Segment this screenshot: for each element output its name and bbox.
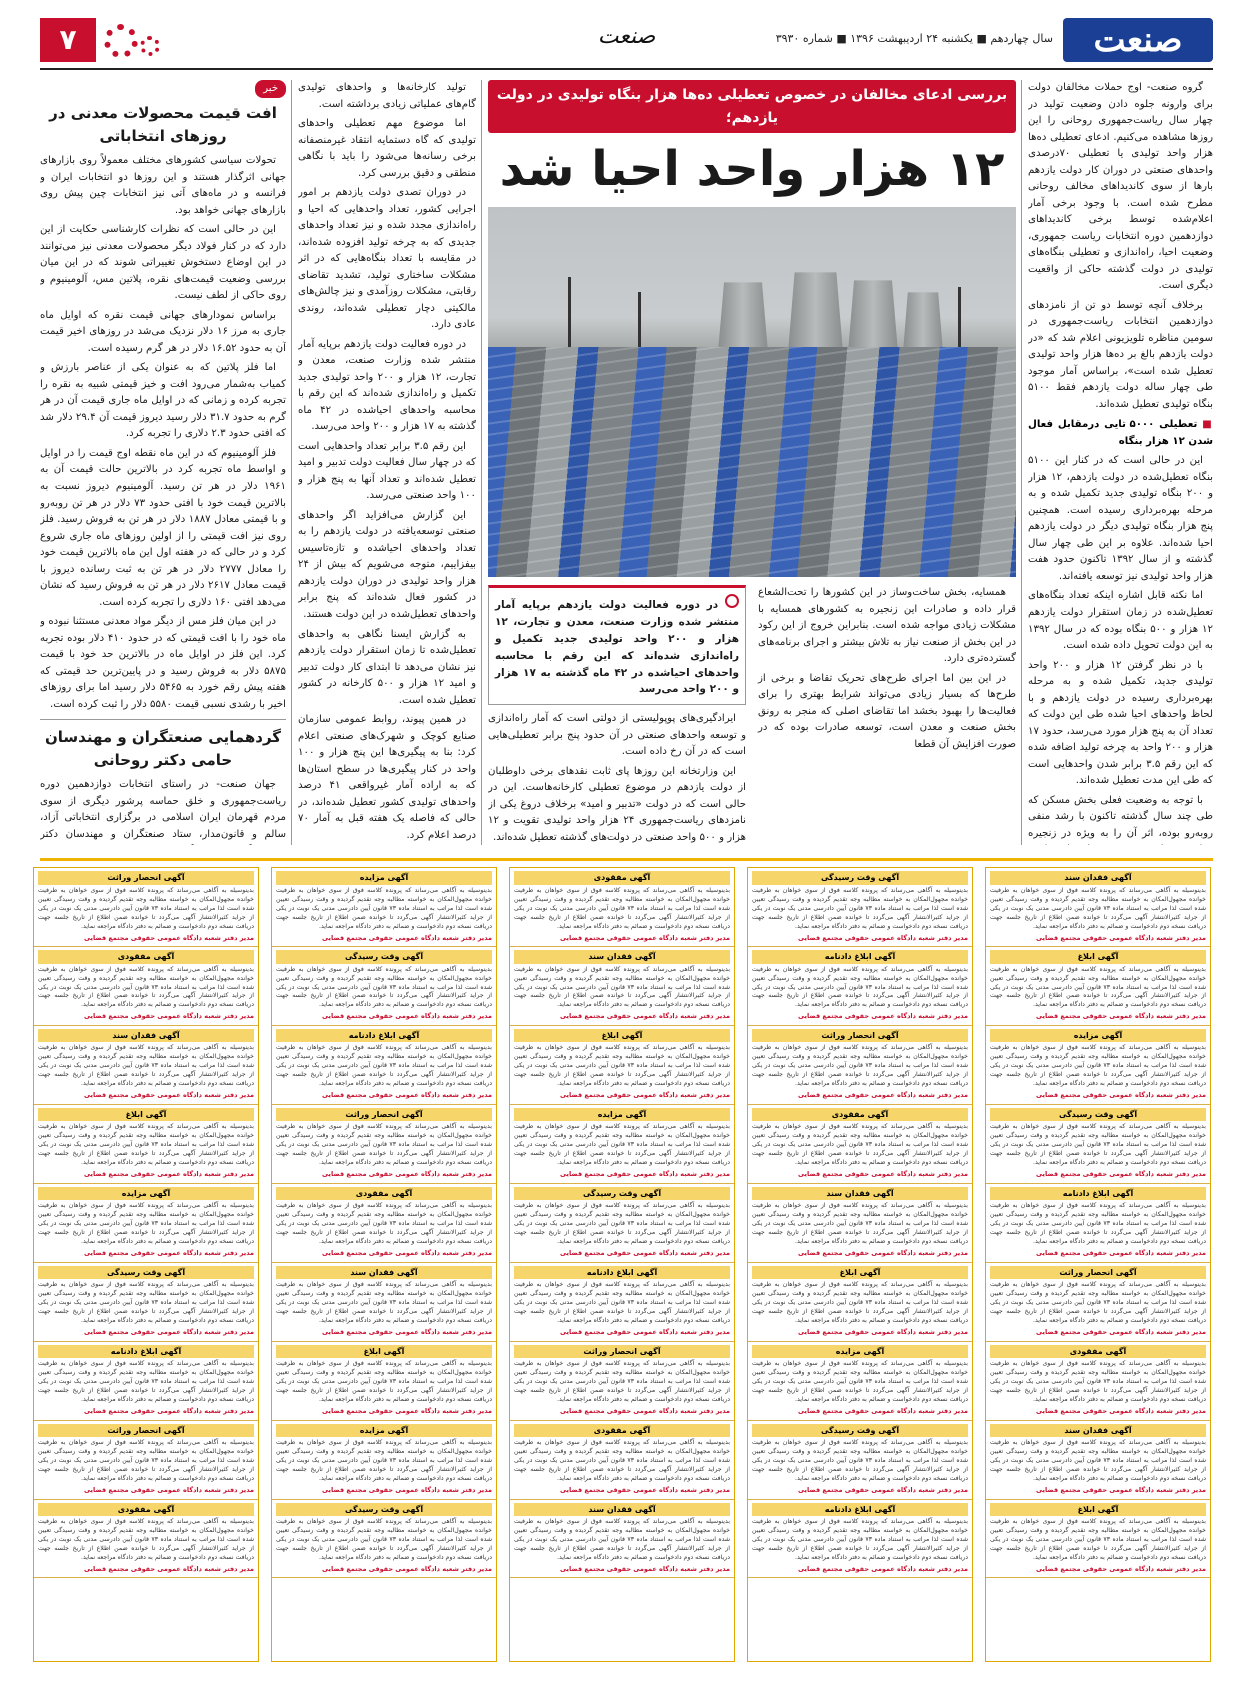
ad-block bbox=[986, 1184, 1210, 1263]
ad-column bbox=[271, 867, 497, 1662]
ad-column bbox=[509, 867, 735, 1662]
ad-title: آگهی مفقودی bbox=[514, 871, 730, 885]
ad-body: بدینوسیله به آگاهی می‌رساند که پرونده کلاسه فوق از سوی خواهان به طرفیت خوانده مجهول‌المکان به خواسته مطالبه وجه تقدیم گردیده و وقت رسیدگی تعیین شده است لذا مراتب به استناد ماده ۷۳ قانون آیین دادرسی مدنی یک نوبت در یکی از جراید کثیرالانتشار آگهی می‌گردد تا خوانده ضمن اطلاع از تاریخ جلسه جهت دریافت نسخه دوم دادخواست و ضمائم به دفتر دادگاه مراجعه نماید. bbox=[990, 1202, 1206, 1246]
ad-title: آگهی وقت رسیدگی bbox=[752, 871, 968, 885]
paragraph: اما فلز پلاتین که به عنوان یکی از عناصر بارزش و کمیاب به‌شمار می‌رود افت و خیز قیمتی شبیه به نقره را تجربه کرده و زمانی که در اوایل ماه جاری قیمت آن در هر گرم به حدود ۳۱.۷ دلار رسید دیروز قیمت آن ۲۹.۴ دلار شد که افتی حدود ۲.۳ دلاری را تجربه کرد. bbox=[40, 362, 286, 440]
ad-column bbox=[985, 867, 1211, 1662]
ad-footer: مدیر دفتر شعبه دادگاه عمومی حقوقی مجتمع قضایی bbox=[1035, 1486, 1206, 1495]
ad-body: بدینوسیله به آگاهی می‌رساند که پرونده کلاسه فوق از سوی خواهان به طرفیت خوانده مجهول‌المکان به خواسته مطالبه وجه تقدیم گردیده و وقت رسیدگی تعیین شده است لذا مراتب به استناد ماده ۷۳ قانون آیین دادرسی مدنی یک نوبت در یکی از جراید کثیرالانتشار آگهی می‌گردد تا خوانده ضمن اطلاع از تاریخ جلسه جهت دریافت نسخه دوم دادخواست و ضمائم به دفتر دادگاه مراجعه نماید. bbox=[752, 1202, 968, 1246]
ad-body: بدینوسیله به آگاهی می‌رساند که پرونده کلاسه فوق از سوی خواهان به طرفیت خوانده مجهول‌المکان به خواسته مطالبه وجه تقدیم گردیده و وقت رسیدگی تعیین شده است لذا مراتب به استناد ماده ۷۳ قانون آیین دادرسی مدنی یک نوبت در یکی از جراید کثیرالانتشار آگهی می‌گردد تا خوانده ضمن اطلاع از تاریخ جلسه جهت دریافت نسخه دوم دادخواست و ضمائم به دفتر دادگاه مراجعه نماید. bbox=[38, 886, 254, 930]
ad-body: بدینوسیله به آگاهی می‌رساند که پرونده کلاسه فوق از سوی خواهان به طرفیت خوانده مجهول‌المکان به خواسته مطالبه وجه تقدیم گردیده و وقت رسیدگی تعیین شده است لذا مراتب به استناد ماده ۷۳ قانون آیین دادرسی مدنی یک نوبت در یکی از جراید کثیرالانتشار آگهی می‌گردد تا خوانده ضمن اطلاع از تاریخ جلسه جهت دریافت نسخه دوم دادخواست و ضمائم به دفتر دادگاه مراجعه نماید. bbox=[514, 1281, 730, 1325]
section-title: صنعت bbox=[597, 24, 656, 49]
ad-body: بدینوسیله به آگاهی می‌رساند که پرونده کلاسه فوق از سوی خواهان به طرفیت خوانده مجهول‌المکان به خواسته مطالبه وجه تقدیم گردیده و وقت رسیدگی تعیین شده است لذا مراتب به استناد ماده ۷۳ قانون آیین دادرسی مدنی یک نوبت در یکی از جراید کثیرالانتشار آگهی می‌گردد تا خوانده ضمن اطلاع از تاریخ جلسه جهت دریافت نسخه دوم دادخواست و ضمائم به دفتر دادگاه مراجعه نماید. bbox=[514, 1360, 730, 1404]
paragraph: تحولات سیاسی کشورهای مختلف معمولاً روی بازارهای جهانی اثرگذار هستند و این روزها دو انتخابات ایران و فرانسه و در ماه‌های آتی نیز انتخابات چین پیش روی بازارهای جهانی خواهد بود. bbox=[40, 155, 286, 216]
main-story bbox=[488, 80, 1016, 845]
ad-title: آگهی ابلاغ دادنامه bbox=[752, 950, 968, 964]
ad-title: آگهی انحصار وراثت bbox=[752, 1029, 968, 1043]
newspaper-logo: صنعت bbox=[1063, 18, 1213, 62]
paragraph: این رقم ۳.۵ برابر تعداد واحدهایی است که در چهار سال فعالیت دولت تدبیر و امید تعطیل شده‌اند و تعداد آنها به پنج هزار و ۱۰۰ واحد صنعتی می‌رسد. bbox=[298, 440, 476, 502]
story-headline: ۱۲ هزار واحد احیا شد bbox=[499, 141, 1005, 198]
paragraph: این در حالی است که در کنار این ۵۱۰۰ بنگاه تعطیل‌شده در دولت یازدهم، ۱۲ هزار و ۲۰۰ بنگاه تولیدی جدید تکمیل شده و به مرحله بهره‌برداری رسیده است. همچنین پنج هزار بنگاه تولیدی دیگر در دولت یازدهم احیا شده‌اند. علاوه بر این طی چهار سال گذشته و از سال ۱۳۹۲ تاکنون حدود هفت هزار واحد تولیدی نیز توسعه یافته‌اند. bbox=[1028, 455, 1213, 582]
ad-block bbox=[510, 1105, 734, 1184]
ad-block bbox=[272, 1342, 496, 1421]
paragraph: اما نکته قابل اشاره اینکه تعداد بنگاه‌های تعطیل‌شده در زمان استقرار دولت یازدهم ۱۲ هزار و ۵۰۰ بنگاه بوده که در سال ۱۳۹۲ به این دولت تحویل داده شده است. bbox=[1028, 590, 1213, 652]
column-continuation bbox=[298, 80, 476, 845]
ad-footer: مدیر دفتر شعبه دادگاه عمومی حقوقی مجتمع قضایی bbox=[1035, 1565, 1206, 1574]
ad-footer: مدیر دفتر شعبه دادگاه عمومی حقوقی مجتمع قضایی bbox=[321, 1486, 492, 1495]
ad-body: بدینوسیله به آگاهی می‌رساند که پرونده کلاسه فوق از سوی خواهان به طرفیت خوانده مجهول‌المکان به خواسته مطالبه وجه تقدیم گردیده و وقت رسیدگی تعیین شده است لذا مراتب به استناد ماده ۷۳ قانون آیین دادرسی مدنی یک نوبت در یکی از جراید کثیرالانتشار آگهی می‌گردد تا خوانده ضمن اطلاع از تاریخ جلسه جهت دریافت نسخه دوم دادخواست و ضمائم به دفتر دادگاه مراجعه نماید. bbox=[276, 1202, 492, 1246]
ad-body: بدینوسیله به آگاهی می‌رساند که پرونده کلاسه فوق از سوی خواهان به طرفیت خوانده مجهول‌المکان به خواسته مطالبه وجه تقدیم گردیده و وقت رسیدگی تعیین شده است لذا مراتب به استناد ماده ۷۳ قانون آیین دادرسی مدنی یک نوبت در یکی از جراید کثیرالانتشار آگهی می‌گردد تا خوانده ضمن اطلاع از تاریخ جلسه جهت دریافت نسخه دوم دادخواست و ضمائم به دفتر دادگاه مراجعه نماید. bbox=[990, 1518, 1206, 1562]
ad-title: آگهی وقت رسیدگی bbox=[38, 1266, 254, 1280]
ad-footer: مدیر دفتر شعبه دادگاه عمومی حقوقی مجتمع قضایی bbox=[83, 1012, 254, 1021]
ad-body: بدینوسیله به آگاهی می‌رساند که پرونده کلاسه فوق از سوی خواهان به طرفیت خوانده مجهول‌المکان به خواسته مطالبه وجه تقدیم گردیده و وقت رسیدگی تعیین شده است لذا مراتب به استناد ماده ۷۳ قانون آیین دادرسی مدنی یک نوبت در یکی از جراید کثیرالانتشار آگهی می‌گردد تا خوانده ضمن اطلاع از تاریخ جلسه جهت دریافت نسخه دوم دادخواست و ضمائم به دفتر دادگاه مراجعه نماید. bbox=[752, 1123, 968, 1167]
story-title: افت قیمت محصولات معدنی در روزهای انتخاباتی bbox=[49, 104, 277, 145]
ad-title: آگهی انحصار وراثت bbox=[276, 1108, 492, 1122]
ad-block bbox=[34, 1026, 258, 1105]
issue-info: سال چهاردهم ■ یکشنبه ۲۴ اردیبهشت ۱۳۹۶ ■ شماره ۳۹۳۰ bbox=[775, 32, 1053, 45]
ad-body: بدینوسیله به آگاهی می‌رساند که پرونده کلاسه فوق از سوی خواهان به طرفیت خوانده مجهول‌المکان به خواسته مطالبه وجه تقدیم گردیده و وقت رسیدگی تعیین شده است لذا مراتب به استناد ماده ۷۳ قانون آیین دادرسی مدنی یک نوبت در یکی از جراید کثیرالانتشار آگهی می‌گردد تا خوانده ضمن اطلاع از تاریخ جلسه جهت دریافت نسخه دوم دادخواست و ضمائم به دفتر دادگاه مراجعه نماید. bbox=[276, 965, 492, 1009]
ad-block bbox=[748, 1184, 972, 1263]
ad-body: بدینوسیله به آگاهی می‌رساند که پرونده کلاسه فوق از سوی خواهان به طرفیت خوانده مجهول‌المکان به خواسته مطالبه وجه تقدیم گردیده و وقت رسیدگی تعیین شده است لذا مراتب به استناد ماده ۷۳ قانون آیین دادرسی مدنی یک نوبت در یکی از جراید کثیرالانتشار آگهی می‌گردد تا خوانده ضمن اطلاع از تاریخ جلسه جهت دریافت نسخه دوم دادخواست و ضمائم به دفتر دادگاه مراجعه نماید. bbox=[752, 1518, 968, 1562]
ad-footer: مدیر دفتر شعبه دادگاه عمومی حقوقی مجتمع قضایی bbox=[559, 1486, 730, 1495]
ad-block bbox=[510, 947, 734, 1026]
ad-body: بدینوسیله به آگاهی می‌رساند که پرونده کلاسه فوق از سوی خواهان به طرفیت خوانده مجهول‌المکان به خواسته مطالبه وجه تقدیم گردیده و وقت رسیدگی تعیین شده است لذا مراتب به استناد ماده ۷۳ قانون آیین دادرسی مدنی یک نوبت در یکی از جراید کثیرالانتشار آگهی می‌گردد تا خوانده ضمن اطلاع از تاریخ جلسه جهت دریافت نسخه دوم دادخواست و ضمائم به دفتر دادگاه مراجعه نماید. bbox=[752, 1360, 968, 1404]
ad-body: بدینوسیله به آگاهی می‌رساند که پرونده کلاسه فوق از سوی خواهان به طرفیت خوانده مجهول‌المکان به خواسته مطالبه وجه تقدیم گردیده و وقت رسیدگی تعیین شده است لذا مراتب به استناد ماده ۷۳ قانون آیین دادرسی مدنی یک نوبت در یکی از جراید کثیرالانتشار آگهی می‌گردد تا خوانده ضمن اطلاع از تاریخ جلسه جهت دریافت نسخه دوم دادخواست و ضمائم به دفتر دادگاه مراجعه نماید. bbox=[990, 1123, 1206, 1167]
ad-title: آگهی مفقودی bbox=[38, 1503, 254, 1517]
ad-body: بدینوسیله به آگاهی می‌رساند که پرونده کلاسه فوق از سوی خواهان به طرفیت خوانده مجهول‌المکان به خواسته مطالبه وجه تقدیم گردیده و وقت رسیدگی تعیین شده است لذا مراتب به استناد ماده ۷۳ قانون آیین دادرسی مدنی یک نوبت در یکی از جراید کثیرالانتشار آگهی می‌گردد تا خوانده ضمن اطلاع از تاریخ جلسه جهت دریافت نسخه دوم دادخواست و ضمائم به دفتر دادگاه مراجعه نماید. bbox=[990, 1360, 1206, 1404]
paragraph: این وزارتخانه این روزها پای ثابت نقدهای برخی داوطلبان از دولت یازدهم در موضوع تعطیلی کارخانه‌هاست. این در حالی است که در دولت «تدبیر و امید» برخلاف دروغ یکی از نامزدهای ریاست‌جمهوری ۲۴ هزار واحد تولیدی تقویت و ۱۲ هزار و ۵۰۰ واحد صنعتی در دولت‌های گذشته تعطیل شده‌اند. bbox=[488, 765, 746, 843]
ad-body: بدینوسیله به آگاهی می‌رساند که پرونده کلاسه فوق از سوی خواهان به طرفیت خوانده مجهول‌المکان به خواسته مطالبه وجه تقدیم گردیده و وقت رسیدگی تعیین شده است لذا مراتب به استناد ماده ۷۳ قانون آیین دادرسی مدنی یک نوبت در یکی از جراید کثیرالانتشار آگهی می‌گردد تا خوانده ضمن اطلاع از تاریخ جلسه جهت دریافت نسخه دوم دادخواست و ضمائم به دفتر دادگاه مراجعه نماید. bbox=[38, 1439, 254, 1483]
ad-footer: مدیر دفتر شعبه دادگاه عمومی حقوقی مجتمع قضایی bbox=[1035, 1091, 1206, 1100]
ad-body: بدینوسیله به آگاهی می‌رساند که پرونده کلاسه فوق از سوی خواهان به طرفیت خوانده مجهول‌المکان به خواسته مطالبه وجه تقدیم گردیده و وقت رسیدگی تعیین شده است لذا مراتب به استناد ماده ۷۳ قانون آیین دادرسی مدنی یک نوبت در یکی از جراید کثیرالانتشار آگهی می‌گردد تا خوانده ضمن اطلاع از تاریخ جلسه جهت دریافت نسخه دوم دادخواست و ضمائم به دفتر دادگاه مراجعه نماید. bbox=[276, 1281, 492, 1325]
ad-block bbox=[34, 1263, 258, 1342]
gear-icon-small bbox=[140, 36, 160, 56]
ad-footer: مدیر دفتر شعبه دادگاه عمومی حقوقی مجتمع قضایی bbox=[559, 1249, 730, 1258]
paragraph: ایرادگیری‌های پوپولیستی از دولتی است که آمار راه‌اندازی و توسعه واحدهای صنعتی در آن حدود پنج برابر تعطیلی‌هایی است که در آن رخ داده است. bbox=[488, 713, 746, 758]
column-divider bbox=[1021, 80, 1022, 845]
ad-footer: مدیر دفتر شعبه دادگاه عمومی حقوقی مجتمع قضایی bbox=[321, 1091, 492, 1100]
ad-body: بدینوسیله به آگاهی می‌رساند که پرونده کلاسه فوق از سوی خواهان به طرفیت خوانده مجهول‌المکان به خواسته مطالبه وجه تقدیم گردیده و وقت رسیدگی تعیین شده است لذا مراتب به استناد ماده ۷۳ قانون آیین دادرسی مدنی یک نوبت در یکی از جراید کثیرالانتشار آگهی می‌گردد تا خوانده ضمن اطلاع از تاریخ جلسه جهت دریافت نسخه دوم دادخواست و ضمائم به دفتر دادگاه مراجعه نماید. bbox=[276, 886, 492, 930]
ad-block bbox=[748, 1263, 972, 1342]
ad-title: آگهی فقدان سند bbox=[990, 871, 1206, 885]
ad-block bbox=[986, 1105, 1210, 1184]
ad-block bbox=[986, 1263, 1210, 1342]
ad-block bbox=[34, 947, 258, 1026]
ad-title: آگهی مفقودی bbox=[276, 1187, 492, 1201]
ad-title: آگهی ابلاغ دادنامه bbox=[514, 1266, 730, 1280]
ad-footer: مدیر دفتر شعبه دادگاه عمومی حقوقی مجتمع قضایی bbox=[83, 1170, 254, 1179]
ad-block bbox=[34, 868, 258, 947]
paragraph: تولید کارخانه‌ها و واحدهای تولیدی گام‌های عملیاتی زیادی برداشته است. bbox=[298, 82, 476, 110]
ad-title: آگهی ابلاغ دادنامه bbox=[752, 1503, 968, 1517]
ad-block bbox=[986, 1421, 1210, 1500]
ad-body: بدینوسیله به آگاهی می‌رساند که پرونده کلاسه فوق از سوی خواهان به طرفیت خوانده مجهول‌المکان به خواسته مطالبه وجه تقدیم گردیده و وقت رسیدگی تعیین شده است لذا مراتب به استناد ماده ۷۳ قانون آیین دادرسی مدنی یک نوبت در یکی از جراید کثیرالانتشار آگهی می‌گردد تا خوانده ضمن اطلاع از تاریخ جلسه جهت دریافت نسخه دوم دادخواست و ضمائم به دفتر دادگاه مراجعه نماید. bbox=[990, 1439, 1206, 1483]
ad-body: بدینوسیله به آگاهی می‌رساند که پرونده کلاسه فوق از سوی خواهان به طرفیت خوانده مجهول‌المکان به خواسته مطالبه وجه تقدیم گردیده و وقت رسیدگی تعیین شده است لذا مراتب به استناد ماده ۷۳ قانون آیین دادرسی مدنی یک نوبت در یکی از جراید کثیرالانتشار آگهی می‌گردد تا خوانده ضمن اطلاع از تاریخ جلسه جهت دریافت نسخه دوم دادخواست و ضمائم به دفتر دادگاه مراجعه نماید. bbox=[514, 1202, 730, 1246]
ad-footer: مدیر دفتر شعبه دادگاه عمومی حقوقی مجتمع قضایی bbox=[321, 1407, 492, 1416]
paragraph: فلز آلومینیوم که در این ماه نقطه اوج قیمت را در اوایل و اواسط ماه تجربه کرد در بالاترین حالت قیمت آن به ۱۹۶۱ دلار در هر تن رسید. آلومینیوم دیروز نسبت به بالاترین قیمت خود با افتی حدود ۷۳ دلار در هر تن روبه‌رو و با قیمتی معادل ۱۸۸۷ دلار در هر تن به فروش رسید. فلز روی نیز افت قیمتی را از اولین روزهای ماه جاری شروع کرد و در حالی که در هفته اول این ماه بالاترین قیمت خود را معادل ۲۷۷۷ دلار در هر تن به ثبت رسانده دیروز با قیمت معادل ۲۶۱۷ دلار در هر تن به فروش رسید که نشان می‌دهد افتی ۱۶۰ دلاری را تجربه کرده است. bbox=[40, 447, 286, 608]
ad-body: بدینوسیله به آگاهی می‌رساند که پرونده کلاسه فوق از سوی خواهان به طرفیت خوانده مجهول‌المکان به خواسته مطالبه وجه تقدیم گردیده و وقت رسیدگی تعیین شده است لذا مراتب به استناد ماده ۷۳ قانون آیین دادرسی مدنی یک نوبت در یکی از جراید کثیرالانتشار آگهی می‌گردد تا خوانده ضمن اطلاع از تاریخ جلسه جهت دریافت نسخه دوم دادخواست و ضمائم به دفتر دادگاه مراجعه نماید. bbox=[514, 1044, 730, 1088]
ad-body: بدینوسیله به آگاهی می‌رساند که پرونده کلاسه فوق از سوی خواهان به طرفیت خوانده مجهول‌المکان به خواسته مطالبه وجه تقدیم گردیده و وقت رسیدگی تعیین شده است لذا مراتب به استناد ماده ۷۳ قانون آیین دادرسی مدنی یک نوبت در یکی از جراید کثیرالانتشار آگهی می‌گردد تا خوانده ضمن اطلاع از تاریخ جلسه جهت دریافت نسخه دوم دادخواست و ضمائم به دفتر دادگاه مراجعه نماید. bbox=[990, 1044, 1206, 1088]
ad-title: آگهی وقت رسیدگی bbox=[276, 1503, 492, 1517]
column-divider bbox=[291, 80, 292, 845]
ad-footer: مدیر دفتر شعبه دادگاه عمومی حقوقی مجتمع قضایی bbox=[1035, 1407, 1206, 1416]
story-highlight: در دوره فعالیت دولت یازدهم برپایه آمار منتشر شده وزارت صنعت، معدن و تجارت، ۱۲ هزار و ۲۰۰ واحد تولیدی جدید تکمیل و راه‌اندازی شده‌اند که این رقم با محاسبه واحدهای احیا‌شده در ۴۲ ماه گذشته به ۱۷ هزار و ۲۰۰ واحد می‌رسد bbox=[488, 585, 746, 705]
ad-block bbox=[748, 1500, 972, 1579]
ad-block bbox=[748, 1105, 972, 1184]
ad-footer: مدیر دفتر شعبه دادگاه عمومی حقوقی مجتمع قضایی bbox=[797, 1012, 968, 1021]
ad-block bbox=[272, 1263, 496, 1342]
ad-footer: مدیر دفتر شعبه دادگاه عمومی حقوقی مجتمع قضایی bbox=[797, 1091, 968, 1100]
main-story-left-text bbox=[488, 585, 746, 845]
gear-icon bbox=[104, 24, 138, 58]
ad-block bbox=[748, 1342, 972, 1421]
ad-footer: مدیر دفتر شعبه دادگاه عمومی حقوقی مجتمع قضایی bbox=[559, 1012, 730, 1021]
ad-block bbox=[272, 1500, 496, 1579]
ad-title: آگهی مفقودی bbox=[752, 1108, 968, 1122]
ad-block bbox=[510, 1500, 734, 1579]
ad-block bbox=[510, 1263, 734, 1342]
paragraph: در دوران تصدی دولت یازدهم بر امور اجرایی کشور، تعداد واحدهایی که احیا و راه‌اندازی مجدد شده و نیز تعداد واحدهای جدیدی که به چرخه تولید افزوده شده‌اند، در مقایسه با تعداد بنگاه‌هایی که در اثر مشکلات ساختاری تولید، تشدید تقاضای رقابتی، مشکلات روزآمدی و نیز چالش‌های مالکیتی دچار تعطیلی شده‌اند، روندی عادی دارد. bbox=[298, 187, 476, 331]
ad-footer: مدیر دفتر شعبه دادگاه عمومی حقوقی مجتمع قضایی bbox=[559, 1565, 730, 1574]
cooling-tower bbox=[788, 272, 843, 352]
ad-block bbox=[748, 1026, 972, 1105]
column-intro bbox=[1028, 80, 1213, 845]
ad-footer: مدیر دفتر شعبه دادگاه عمومی حقوقی مجتمع قضایی bbox=[83, 1407, 254, 1416]
ad-title: آگهی ابلاغ دادنامه bbox=[276, 1029, 492, 1043]
ad-block bbox=[510, 1421, 734, 1500]
ad-footer: مدیر دفتر شعبه دادگاه عمومی حقوقی مجتمع قضایی bbox=[1035, 933, 1206, 942]
ad-title: آگهی وقت رسیدگی bbox=[276, 950, 492, 964]
ad-title: آگهی ابلاغ دادنامه bbox=[38, 1345, 254, 1359]
paragraph: جهان صنعت- در راستای انتخابات دوازدهمین دوره ریاست‌جمهوری و خلق حماسه پرشور دیگری از سوی مردم قهرمان ایران اسلامی در برگزاری انتخاباتی آزاد، سالم و قانون‌مدار، ستاد صنعتگران و مهندسان دکتر bbox=[40, 779, 286, 840]
ad-footer: مدیر دفتر شعبه دادگاه عمومی حقوقی مجتمع قضایی bbox=[83, 933, 254, 942]
ad-body: بدینوسیله به آگاهی می‌رساند که پرونده کلاسه فوق از سوی خواهان به طرفیت خوانده مجهول‌المکان به خواسته مطالبه وجه تقدیم گردیده و وقت رسیدگی تعیین شده است لذا مراتب به استناد ماده ۷۳ قانون آیین دادرسی مدنی یک نوبت در یکی از جراید کثیرالانتشار آگهی می‌گردد تا خوانده ضمن اطلاع از تاریخ جلسه جهت دریافت نسخه دوم دادخواست و ضمائم به دفتر دادگاه مراجعه نماید. bbox=[38, 965, 254, 1009]
ad-body: بدینوسیله به آگاهی می‌رساند که پرونده کلاسه فوق از سوی خواهان به طرفیت خوانده مجهول‌المکان به خواسته مطالبه وجه تقدیم گردیده و وقت رسیدگی تعیین شده است لذا مراتب به استناد ماده ۷۳ قانون آیین دادرسی مدنی یک نوبت در یکی از جراید کثیرالانتشار آگهی می‌گردد تا خوانده ضمن اطلاع از تاریخ جلسه جهت دریافت نسخه دوم دادخواست و ضمائم به دفتر دادگاه مراجعه نماید. bbox=[38, 1518, 254, 1562]
ad-block bbox=[986, 1342, 1210, 1421]
ad-footer: مدیر دفتر شعبه دادگاه عمومی حقوقی مجتمع قضایی bbox=[559, 1091, 730, 1100]
ad-title: آگهی ابلاغ bbox=[990, 1503, 1206, 1517]
ad-title: آگهی ابلاغ bbox=[276, 1345, 492, 1359]
ad-footer: مدیر دفتر شعبه دادگاه عمومی حقوقی مجتمع قضایی bbox=[1035, 1328, 1206, 1337]
ad-footer: مدیر دفتر شعبه دادگاه عمومی حقوقی مجتمع قضایی bbox=[321, 1328, 492, 1337]
paragraph: در این میان فلز مس از دیگر مواد معدنی مستثنا نبوده و ماه خود را با افت قیمتی که در حدود ۴۱۰ دلار بوده تجربه کرد. این فلز در اوایل ماه در بالاترین حد خود با قیمت ۵۸۷۵ دلار به فروش رسید و در پایین‌ترین حد قیمتی که هفته پیش رقم خورد به ۵۴۶۵ دلار رسید اما برای روزهای اخیر با رشدی نسبی قیمت ۵۵۸۰ دلار را ثبت کرده است. bbox=[40, 616, 286, 710]
ad-footer: مدیر دفتر شعبه دادگاه عمومی حقوقی مجتمع قضایی bbox=[797, 933, 968, 942]
paragraph: اما موضوع مهم تعطیلی واحدهای تولیدی که گاه دستمایه انتقاد غیرمنصفانه برخی رسانه‌ها می‌شود را باید با نگاهی منطقی و دقیق بررسی کرد. bbox=[298, 118, 476, 179]
ad-title: آگهی انحصار وراثت bbox=[990, 1266, 1206, 1280]
column-divider bbox=[481, 80, 482, 845]
ad-footer: مدیر دفتر شعبه دادگاه عمومی حقوقی مجتمع قضایی bbox=[1035, 1012, 1206, 1021]
ad-block bbox=[34, 1500, 258, 1579]
ad-block bbox=[748, 1421, 972, 1500]
paragraph: با توجه به وضعیت فعلی بخش مسکن که طی چند سال گذشته تاکنون با رشد منفی روبه‌رو بوده، اثر آن را به ویژه در زنجیره bbox=[1028, 794, 1213, 839]
ad-block bbox=[748, 868, 972, 947]
paragraph: برخلاف آنچه توسط دو تن از نامزدهای دوازدهمین انتخابات ریاست‌جمهوری در سومین مناظره تلویزیونی اعلام شد که «در دولت یازدهم بالغ بر ده‌ها هزار واحد تولیدی تعطیل شده است»، براساس آمار موجود طی چهار ساله دولت یازدهم فقط ۵۱۰۰ بنگاه تولیدی تعطیل شده‌اند. bbox=[1028, 299, 1213, 410]
ad-footer: مدیر دفتر شعبه دادگاه عمومی حقوقی مجتمع قضایی bbox=[83, 1328, 254, 1337]
magnifier-icon bbox=[725, 594, 739, 608]
ad-block bbox=[510, 1342, 734, 1421]
ad-body: بدینوسیله به آگاهی می‌رساند که پرونده کلاسه فوق از سوی خواهان به طرفیت خوانده مجهول‌المکان به خواسته مطالبه وجه تقدیم گردیده و وقت رسیدگی تعیین شده است لذا مراتب به استناد ماده ۷۳ قانون آیین دادرسی مدنی یک نوبت در یکی از جراید کثیرالانتشار آگهی می‌گردد تا خوانده ضمن اطلاع از تاریخ جلسه جهت دریافت نسخه دوم دادخواست و ضمائم به دفتر دادگاه مراجعه نماید. bbox=[752, 1044, 968, 1088]
ad-body: بدینوسیله به آگاهی می‌رساند که پرونده کلاسه فوق از سوی خواهان به طرفیت خوانده مجهول‌المکان به خواسته مطالبه وجه تقدیم گردیده و وقت رسیدگی تعیین شده است لذا مراتب به استناد ماده ۷۳ قانون آیین دادرسی مدنی یک نوبت در یکی از جراید کثیرالانتشار آگهی می‌گردد تا خوانده ضمن اطلاع از تاریخ جلسه جهت دریافت نسخه دوم دادخواست و ضمائم به دفتر دادگاه مراجعه نماید. bbox=[38, 1360, 254, 1404]
ad-footer: مدیر دفتر شعبه دادگاه عمومی حقوقی مجتمع قضایی bbox=[321, 933, 492, 942]
ad-footer: مدیر دفتر شعبه دادگاه عمومی حقوقی مجتمع قضایی bbox=[83, 1565, 254, 1574]
ad-body: بدینوسیله به آگاهی می‌رساند که پرونده کلاسه فوق از سوی خواهان به طرفیت خوانده مجهول‌المکان به خواسته مطالبه وجه تقدیم گردیده و وقت رسیدگی تعیین شده است لذا مراتب به استناد ماده ۷۳ قانون آیین دادرسی مدنی یک نوبت در یکی از جراید کثیرالانتشار آگهی می‌گردد تا خوانده ضمن اطلاع از تاریخ جلسه جهت دریافت نسخه دوم دادخواست و ضمائم به دفتر دادگاه مراجعه نماید. bbox=[38, 1123, 254, 1167]
ad-block bbox=[748, 947, 972, 1026]
ad-block bbox=[272, 1184, 496, 1263]
ad-body: بدینوسیله به آگاهی می‌رساند که پرونده کلاسه فوق از سوی خواهان به طرفیت خوانده مجهول‌المکان به خواسته مطالبه وجه تقدیم گردیده و وقت رسیدگی تعیین شده است لذا مراتب به استناد ماده ۷۳ قانون آیین دادرسی مدنی یک نوبت در یکی از جراید کثیرالانتشار آگهی می‌گردد تا خوانده ضمن اطلاع از تاریخ جلسه جهت دریافت نسخه دوم دادخواست و ضمائم به دفتر دادگاه مراجعه نماید. bbox=[752, 1439, 968, 1483]
ad-footer: مدیر دفتر شعبه دادگاه عمومی حقوقی مجتمع قضایی bbox=[559, 1328, 730, 1337]
ad-title: آگهی ابلاغ bbox=[752, 1266, 968, 1280]
ad-block bbox=[272, 1105, 496, 1184]
ad-body: بدینوسیله به آگاهی می‌رساند که پرونده کلاسه فوق از سوی خواهان به طرفیت خوانده مجهول‌المکان به خواسته مطالبه وجه تقدیم گردیده و وقت رسیدگی تعیین شده است لذا مراتب به استناد ماده ۷۳ قانون آیین دادرسی مدنی یک نوبت در یکی از جراید کثیرالانتشار آگهی می‌گردد تا خوانده ضمن اطلاع از تاریخ جلسه جهت دریافت نسخه دوم دادخواست و ضمائم به دفتر دادگاه مراجعه نماید. bbox=[514, 1439, 730, 1483]
cooling-tower bbox=[848, 280, 898, 352]
ad-title: آگهی فقدان سند bbox=[38, 1029, 254, 1043]
ad-title: آگهی فقدان سند bbox=[276, 1266, 492, 1280]
ad-title: آگهی ابلاغ bbox=[514, 1029, 730, 1043]
ad-footer: مدیر دفتر شعبه دادگاه عمومی حقوقی مجتمع قضایی bbox=[797, 1170, 968, 1179]
cooling-tower bbox=[718, 282, 768, 352]
ad-body: بدینوسیله به آگاهی می‌رساند که پرونده کلاسه فوق از سوی خواهان به طرفیت خوانده مجهول‌المکان به خواسته مطالبه وجه تقدیم گردیده و وقت رسیدگی تعیین شده است لذا مراتب به استناد ماده ۷۳ قانون آیین دادرسی مدنی یک نوبت در یکی از جراید کثیرالانتشار آگهی می‌گردد تا خوانده ضمن اطلاع از تاریخ جلسه جهت دریافت نسخه دوم دادخواست و ضمائم به دفتر دادگاه مراجعه نماید. bbox=[514, 965, 730, 1009]
ad-footer: مدیر دفتر شعبه دادگاه عمومی حقوقی مجتمع قضایی bbox=[559, 933, 730, 942]
paragraph: همسایه، بخش ساخت‌وساز در این کشورها را تحت‌الشعاع قرار داده و صادرات این زنجیره به کشورهای همسایه با مشکلات زیادی مواجه شده است. بنابراین خروج از این رکود در این بخش از صنعت نیاز به تلاش بیشتر و اجرای برنامه‌های گسترده‌تری دارد. bbox=[758, 587, 1016, 665]
ad-title: آگهی مزایده bbox=[38, 1187, 254, 1201]
ad-title: آگهی ابلاغ دادنامه bbox=[990, 1187, 1206, 1201]
ad-footer: مدیر دفتر شعبه دادگاه عمومی حقوقی مجتمع قضایی bbox=[797, 1486, 968, 1495]
ad-title: آگهی فقدان سند bbox=[514, 1503, 730, 1517]
ad-title: آگهی انحصار وراثت bbox=[38, 871, 254, 885]
ad-title: آگهی مفقودی bbox=[514, 1424, 730, 1438]
paragraph: به گزارش ایسنا نگاهی به واحدهای تعطیل‌شده تا زمان استقرار دولت یازدهم نیز نشان می‌دهد تا ابتدای کار دولت تدبیر و امید ۱۲ هزار و ۵۰۰ کارخانه در کشور تعطیل شده است. bbox=[298, 628, 476, 706]
ad-title: آگهی فقدان سند bbox=[514, 950, 730, 964]
ad-body: بدینوسیله به آگاهی می‌رساند که پرونده کلاسه فوق از سوی خواهان به طرفیت خوانده مجهول‌المکان به خواسته مطالبه وجه تقدیم گردیده و وقت رسیدگی تعیین شده است لذا مراتب به استناد ماده ۷۳ قانون آیین دادرسی مدنی یک نوبت در یکی از جراید کثیرالانتشار آگهی می‌گردد تا خوانده ضمن اطلاع از تاریخ جلسه جهت دریافت نسخه دوم دادخواست و ضمائم به دفتر دادگاه مراجعه نماید. bbox=[514, 1123, 730, 1167]
paragraph: براساس نمودارهای جهانی قیمت نقره که اوایل ماه جاری به مرز ۱۶ دلار نزدیک می‌شد در روزهای اخیر قیمت آن به حدود ۱۶.۵۲ دلار در هر گرم رسیده است. bbox=[40, 309, 286, 354]
ad-body: بدینوسیله به آگاهی می‌رساند که پرونده کلاسه فوق از سوی خواهان به طرفیت خوانده مجهول‌المکان به خواسته مطالبه وجه تقدیم گردیده و وقت رسیدگی تعیین شده است لذا مراتب به استناد ماده ۷۳ قانون آیین دادرسی مدنی یک نوبت در یکی از جراید کثیرالانتشار آگهی می‌گردد تا خوانده ضمن اطلاع از تاریخ جلسه جهت دریافت نسخه دوم دادخواست و ضمائم به دفتر دادگاه مراجعه نماید. bbox=[514, 1518, 730, 1562]
ad-footer: مدیر دفتر شعبه دادگاه عمومی حقوقی مجتمع قضایی bbox=[559, 1170, 730, 1179]
industrial-park-photo bbox=[488, 207, 1016, 577]
ad-block bbox=[986, 1500, 1210, 1579]
main-story-right-text bbox=[758, 585, 1016, 845]
ad-title: آگهی وقت رسیدگی bbox=[990, 1108, 1206, 1122]
ad-body: بدینوسیله به آگاهی می‌رساند که پرونده کلاسه فوق از سوی خواهان به طرفیت خوانده مجهول‌المکان به خواسته مطالبه وجه تقدیم گردیده و وقت رسیدگی تعیین شده است لذا مراتب به استناد ماده ۷۳ قانون آیین دادرسی مدنی یک نوبت در یکی از جراید کثیرالانتشار آگهی می‌گردد تا خوانده ضمن اطلاع از تاریخ جلسه جهت دریافت نسخه دوم دادخواست و ضمائم به دفتر دادگاه مراجعه نماید. bbox=[990, 886, 1206, 930]
ad-body: بدینوسیله به آگاهی می‌رساند که پرونده کلاسه فوق از سوی خواهان به طرفیت خوانده مجهول‌المکان به خواسته مطالبه وجه تقدیم گردیده و وقت رسیدگی تعیین شده است لذا مراتب به استناد ماده ۷۳ قانون آیین دادرسی مدنی یک نوبت در یکی از جراید کثیرالانتشار آگهی می‌گردد تا خوانده ضمن اطلاع از تاریخ جلسه جهت دریافت نسخه دوم دادخواست و ضمائم به دفتر دادگاه مراجعه نماید. bbox=[276, 1123, 492, 1167]
ad-footer: مدیر دفتر شعبه دادگاه عمومی حقوقی مجتمع قضایی bbox=[321, 1565, 492, 1574]
ad-footer: مدیر دفتر شعبه دادگاه عمومی حقوقی مجتمع قضایی bbox=[83, 1486, 254, 1495]
ad-block bbox=[34, 1105, 258, 1184]
story-kicker: بررسی ادعای مخالفان در خصوص تعطیلی ده‌ها هزار بنگاه تولیدی در دولت یازدهم؛ bbox=[488, 80, 1016, 133]
paragraph: این در حالی است که نظرات کارشناسی حکایت از این دارد که در کنار فولاد دیگر محصولات معدنی نیز می‌توانند در این اوضاع دستخوش تغییراتی شوند که در این میان بررسی وضعیت قیمت‌های نقره، پلاتین مس، آلومینیوم و روی حاکی از لطف نیست. bbox=[40, 224, 286, 302]
ad-title: آگهی ابلاغ bbox=[990, 950, 1206, 964]
ad-body: بدینوسیله به آگاهی می‌رساند که پرونده کلاسه فوق از سوی خواهان به طرفیت خوانده مجهول‌المکان به خواسته مطالبه وجه تقدیم گردیده و وقت رسیدگی تعیین شده است لذا مراتب به استناد ماده ۷۳ قانون آیین دادرسی مدنی یک نوبت در یکی از جراید کثیرالانتشار آگهی می‌گردد تا خوانده ضمن اطلاع از تاریخ جلسه جهت دریافت نسخه دوم دادخواست و ضمائم به دفتر دادگاه مراجعه نماید. bbox=[990, 965, 1206, 1009]
ad-body: بدینوسیله به آگاهی می‌رساند که پرونده کلاسه فوق از سوی خواهان به طرفیت خوانده مجهول‌المکان به خواسته مطالبه وجه تقدیم گردیده و وقت رسیدگی تعیین شده است لذا مراتب به استناد ماده ۷۳ قانون آیین دادرسی مدنی یک نوبت در یکی از جراید کثیرالانتشار آگهی می‌گردد تا خوانده ضمن اطلاع از تاریخ جلسه جهت دریافت نسخه دوم دادخواست و ضمائم به دفتر دادگاه مراجعه نماید. bbox=[514, 886, 730, 930]
ad-title: آگهی ابلاغ bbox=[38, 1108, 254, 1122]
ad-title: آگهی مزایده bbox=[276, 1424, 492, 1438]
ad-block bbox=[272, 868, 496, 947]
ad-block bbox=[34, 1184, 258, 1263]
ad-body: بدینوسیله به آگاهی می‌رساند که پرونده کلاسه فوق از سوی خواهان به طرفیت خوانده مجهول‌المکان به خواسته مطالبه وجه تقدیم گردیده و وقت رسیدگی تعیین شده است لذا مراتب به استناد ماده ۷۳ قانون آیین دادرسی مدنی یک نوبت در یکی از جراید کثیرالانتشار آگهی می‌گردد تا خوانده ضمن اطلاع از تاریخ جلسه جهت دریافت نسخه دوم دادخواست و ضمائم به دفتر دادگاه مراجعه نماید. bbox=[752, 1281, 968, 1325]
ad-body: بدینوسیله به آگاهی می‌رساند که پرونده کلاسه فوق از سوی خواهان به طرفیت خوانده مجهول‌المکان به خواسته مطالبه وجه تقدیم گردیده و وقت رسیدگی تعیین شده است لذا مراتب به استناد ماده ۷۳ قانون آیین دادرسی مدنی یک نوبت در یکی از جراید کثیرالانتشار آگهی می‌گردد تا خوانده ضمن اطلاع از تاریخ جلسه جهت دریافت نسخه دوم دادخواست و ضمائم به دفتر دادگاه مراجعه نماید. bbox=[38, 1044, 254, 1088]
ad-title: آگهی مزایده bbox=[752, 1345, 968, 1359]
ad-footer: مدیر دفتر شعبه دادگاه عمومی حقوقی مجتمع قضایی bbox=[1035, 1249, 1206, 1258]
ad-title: آگهی انحصار وراثت bbox=[38, 1424, 254, 1438]
ad-footer: مدیر دفتر شعبه دادگاه عمومی حقوقی مجتمع قضایی bbox=[83, 1249, 254, 1258]
ad-body: بدینوسیله به آگاهی می‌رساند که پرونده کلاسه فوق از سوی خواهان به طرفیت خوانده مجهول‌المکان به خواسته مطالبه وجه تقدیم گردیده و وقت رسیدگی تعیین شده است لذا مراتب به استناد ماده ۷۳ قانون آیین دادرسی مدنی یک نوبت در یکی از جراید کثیرالانتشار آگهی می‌گردد تا خوانده ضمن اطلاع از تاریخ جلسه جهت دریافت نسخه دوم دادخواست و ضمائم به دفتر دادگاه مراجعه نماید. bbox=[38, 1281, 254, 1325]
ad-footer: مدیر دفتر شعبه دادگاه عمومی حقوقی مجتمع قضایی bbox=[83, 1091, 254, 1100]
subheading: ■ تعطیلی ۵۰۰۰ تایی درمقابل فعال شدن ۱۲ هزار بنگاه bbox=[1028, 417, 1213, 450]
ad-block bbox=[510, 868, 734, 947]
ad-footer: مدیر دفتر شعبه دادگاه عمومی حقوقی مجتمع قضایی bbox=[559, 1407, 730, 1416]
ad-body: بدینوسیله به آگاهی می‌رساند که پرونده کلاسه فوق از سوی خواهان به طرفیت خوانده مجهول‌المکان به خواسته مطالبه وجه تقدیم گردیده و وقت رسیدگی تعیین شده است لذا مراتب به استناد ماده ۷۳ قانون آیین دادرسی مدنی یک نوبت در یکی از جراید کثیرالانتشار آگهی می‌گردد تا خوانده ضمن اطلاع از تاریخ جلسه جهت دریافت نسخه دوم دادخواست و ضمائم به دفتر دادگاه مراجعه نماید. bbox=[752, 965, 968, 1009]
ad-title: آگهی مزایده bbox=[990, 1029, 1206, 1043]
ad-block bbox=[510, 1184, 734, 1263]
news-tag: خبر bbox=[255, 80, 286, 98]
ad-footer: مدیر دفتر شعبه دادگاه عمومی حقوقی مجتمع قضایی bbox=[797, 1565, 968, 1574]
paragraph: در دوره فعالیت دولت یازدهم برپایه آمار منتشر شده وزارت صنعت، معدن و تجارت، ۱۲ هزار و ۲۰۰ واحد تولیدی جدید تکمیل و راه‌اندازی شده‌اند که این رقم با محاسبه واحدهای احیا‌شده در ۴۲ ماه گذشته به ۱۷ هزار و ۲۰۰ واحد می‌رسد. bbox=[298, 338, 476, 433]
ad-block bbox=[510, 1026, 734, 1105]
ad-block bbox=[986, 868, 1210, 947]
ad-footer: مدیر دفتر شعبه دادگاه عمومی حقوقی مجتمع قضایی bbox=[797, 1249, 968, 1258]
ad-column bbox=[33, 867, 259, 1662]
paragraph: در این بین اما اجرای طرح‌های تحریک تقاضا و برخی از طرح‌ها که بسیار زیادی می‌تواند شرایط بهتری را برای فعالیت‌ها را بهبود بخشد اما تقاضای اصلی که منجر به رونق بخش صنعت و معدن است، توسعه صادرات بوده که در صورت افزایش آن قطعا bbox=[758, 672, 1016, 750]
paragraph: در همین پیوند، روابط عمومی سازمان صنایع کوچک و شهرک‌های صنعتی اعلام کرد: بنا به پیگیری‌ها این پنج هزار و ۱۰۰ واحد در کنار پیگیری‌ها در سطح استان‌ها که به اراده آمار غیرواقعی ۴۱ درصد واحدهای تولیدی کشور تعطیل شده‌اند، در حالی که فاصله یک هفته قبل به آمار ۷۰ درصد اعلام کرد. bbox=[298, 714, 476, 841]
paragraph: با در نظر گرفتن ۱۲ هزار و ۲۰۰ واحد تولیدی جدید، تکمیل شده و به مرحله بهره‌برداری رسیده در دولت یازدهم و با لحاظ واحدهای احیا شده طی این دولت که تعداد آن به پنج هزار مورد می‌رسد، حدود ۱۷ هزار و ۲۰۰ واحد به چرخه تولید اضافه شده که این رقم ۳.۵ برابر شدن واحدهایی است که طی این مدت تعطیل شده‌اند. bbox=[1028, 659, 1213, 787]
ad-body: بدینوسیله به آگاهی می‌رساند که پرونده کلاسه فوق از سوی خواهان به طرفیت خوانده مجهول‌المکان به خواسته مطالبه وجه تقدیم گردیده و وقت رسیدگی تعیین شده است لذا مراتب به استناد ماده ۷۳ قانون آیین دادرسی مدنی یک نوبت در یکی از جراید کثیرالانتشار آگهی می‌گردد تا خوانده ضمن اطلاع از تاریخ جلسه جهت دریافت نسخه دوم دادخواست و ضمائم به دفتر دادگاه مراجعه نماید. bbox=[276, 1360, 492, 1404]
ad-title: آگهی وقت رسیدگی bbox=[514, 1187, 730, 1201]
ad-footer: مدیر دفتر شعبه دادگاه عمومی حقوقی مجتمع قضایی bbox=[797, 1328, 968, 1337]
ad-block bbox=[34, 1342, 258, 1421]
ad-title: آگهی مزایده bbox=[276, 871, 492, 885]
news-column bbox=[40, 80, 286, 845]
paragraph: گروه صنعت- اوج حملات مخالفان دولت برای وارونه جلوه دادن وضعیت تولید در چهار سال ریاست‌جمهوری روحانی را این روزها مشاهده می‌کنیم. ادعای تعطیلی ده‌ها هزار واحد تولیدی یا تعطیلی ۷۰درصدی واحدهای صنعتی در دوران کار دولت یازدهم بارها از سوی کاندیداهای مخالف روحانی مطرح شده است. با وجود برخی آمار اعلام‌شده توسط برخی کاندیداهای دوازدهمین دوره انتخابات ریاست جمهوری، وضعیت احیا، راه‌اندازی و تعطیلی بنگاه‌های تولیدی در دولت گذشته حاکی از واقعیت دیگری است. bbox=[1028, 82, 1213, 292]
ad-title: آگهی مزایده bbox=[514, 1108, 730, 1122]
ad-footer: مدیر دفتر شعبه دادگاه عمومی حقوقی مجتمع قضایی bbox=[1035, 1170, 1206, 1179]
ad-footer: مدیر دفتر شعبه دادگاه عمومی حقوقی مجتمع قضایی bbox=[321, 1012, 492, 1021]
classified-ads bbox=[40, 858, 1213, 1663]
ad-title: آگهی فقدان سند bbox=[752, 1187, 968, 1201]
ad-block bbox=[272, 1026, 496, 1105]
ad-body: بدینوسیله به آگاهی می‌رساند که پرونده کلاسه فوق از سوی خواهان به طرفیت خوانده مجهول‌المکان به خواسته مطالبه وجه تقدیم گردیده و وقت رسیدگی تعیین شده است لذا مراتب به استناد ماده ۷۳ قانون آیین دادرسی مدنی یک نوبت در یکی از جراید کثیرالانتشار آگهی می‌گردد تا خوانده ضمن اطلاع از تاریخ جلسه جهت دریافت نسخه دوم دادخواست و ضمائم به دفتر دادگاه مراجعه نماید. bbox=[276, 1439, 492, 1483]
ad-body: بدینوسیله به آگاهی می‌رساند که پرونده کلاسه فوق از سوی خواهان به طرفیت خوانده مجهول‌المکان به خواسته مطالبه وجه تقدیم گردیده و وقت رسیدگی تعیین شده است لذا مراتب به استناد ماده ۷۳ قانون آیین دادرسی مدنی یک نوبت در یکی از جراید کثیرالانتشار آگهی می‌گردد تا خوانده ضمن اطلاع از تاریخ جلسه جهت دریافت نسخه دوم دادخواست و ضمائم به دفتر دادگاه مراجعه نماید. bbox=[752, 886, 968, 930]
ad-block bbox=[986, 1026, 1210, 1105]
page-number: ۷ bbox=[40, 18, 96, 62]
ad-footer: مدیر دفتر شعبه دادگاه عمومی حقوقی مجتمع قضایی bbox=[321, 1170, 492, 1179]
ad-column bbox=[747, 867, 973, 1662]
ad-block bbox=[986, 947, 1210, 1026]
factory-roofs bbox=[488, 347, 1016, 577]
story-title: گردهمایی صنعتگران و مهندسان حامی دکتر روحانی bbox=[40, 719, 286, 771]
ad-footer: مدیر دفتر شعبه دادگاه عمومی حقوقی مجتمع قضایی bbox=[321, 1249, 492, 1258]
ad-title: آگهی وقت رسیدگی bbox=[752, 1424, 968, 1438]
ad-title: آگهی انحصار وراثت bbox=[514, 1345, 730, 1359]
ad-block bbox=[272, 947, 496, 1026]
ad-body: بدینوسیله به آگاهی می‌رساند که پرونده کلاسه فوق از سوی خواهان به طرفیت خوانده مجهول‌المکان به خواسته مطالبه وجه تقدیم گردیده و وقت رسیدگی تعیین شده است لذا مراتب به استناد ماده ۷۳ قانون آیین دادرسی مدنی یک نوبت در یکی از جراید کثیرالانتشار آگهی می‌گردد تا خوانده ضمن اطلاع از تاریخ جلسه جهت دریافت نسخه دوم دادخواست و ضمائم به دفتر دادگاه مراجعه نماید. bbox=[990, 1281, 1206, 1325]
ad-body: بدینوسیله به آگاهی می‌رساند که پرونده کلاسه فوق از سوی خواهان به طرفیت خوانده مجهول‌المکان به خواسته مطالبه وجه تقدیم گردیده و وقت رسیدگی تعیین شده است لذا مراتب به استناد ماده ۷۳ قانون آیین دادرسی مدنی یک نوبت در یکی از جراید کثیرالانتشار آگهی می‌گردد تا خوانده ضمن اطلاع از تاریخ جلسه جهت دریافت نسخه دوم دادخواست و ضمائم به دفتر دادگاه مراجعه نماید. bbox=[38, 1202, 254, 1246]
ad-title: آگهی فقدان سند bbox=[990, 1424, 1206, 1438]
ad-title: آگهی مفقودی bbox=[990, 1345, 1206, 1359]
ad-body: بدینوسیله به آگاهی می‌رساند که پرونده کلاسه فوق از سوی خواهان به طرفیت خوانده مجهول‌المکان به خواسته مطالبه وجه تقدیم گردیده و وقت رسیدگی تعیین شده است لذا مراتب به استناد ماده ۷۳ قانون آیین دادرسی مدنی یک نوبت در یکی از جراید کثیرالانتشار آگهی می‌گردد تا خوانده ضمن اطلاع از تاریخ جلسه جهت دریافت نسخه دوم دادخواست و ضمائم به دفتر دادگاه مراجعه نماید. bbox=[276, 1518, 492, 1562]
paragraph: این گزارش می‌افزاید اگر واحدهای صنعتی توسعه‌یافته در دولت یازدهم را به تعداد واحدهای احیا‌شده و تازه‌تاسیس بیفزاییم، متوجه می‌شویم که بیش از ۲۴ هزار واحد تولیدی در دوران دولت یازدهم در کشور فعال شده‌اند که پنج برابر واحدهای تعطیل‌شده در این دولت هستند. bbox=[298, 509, 476, 620]
cooling-tower bbox=[903, 292, 943, 352]
ad-block bbox=[272, 1421, 496, 1500]
ad-body: بدینوسیله به آگاهی می‌رساند که پرونده کلاسه فوق از سوی خواهان به طرفیت خوانده مجهول‌المکان به خواسته مطالبه وجه تقدیم گردیده و وقت رسیدگی تعیین شده است لذا مراتب به استناد ماده ۷۳ قانون آیین دادرسی مدنی یک نوبت در یکی از جراید کثیرالانتشار آگهی می‌گردد تا خوانده ضمن اطلاع از تاریخ جلسه جهت دریافت نسخه دوم دادخواست و ضمائم به دفتر دادگاه مراجعه نماید. bbox=[276, 1044, 492, 1088]
page-header bbox=[40, 18, 1213, 70]
ad-block bbox=[34, 1421, 258, 1500]
ad-title: آگهی مفقودی bbox=[38, 950, 254, 964]
ad-footer: مدیر دفتر شعبه دادگاه عمومی حقوقی مجتمع قضایی bbox=[797, 1407, 968, 1416]
